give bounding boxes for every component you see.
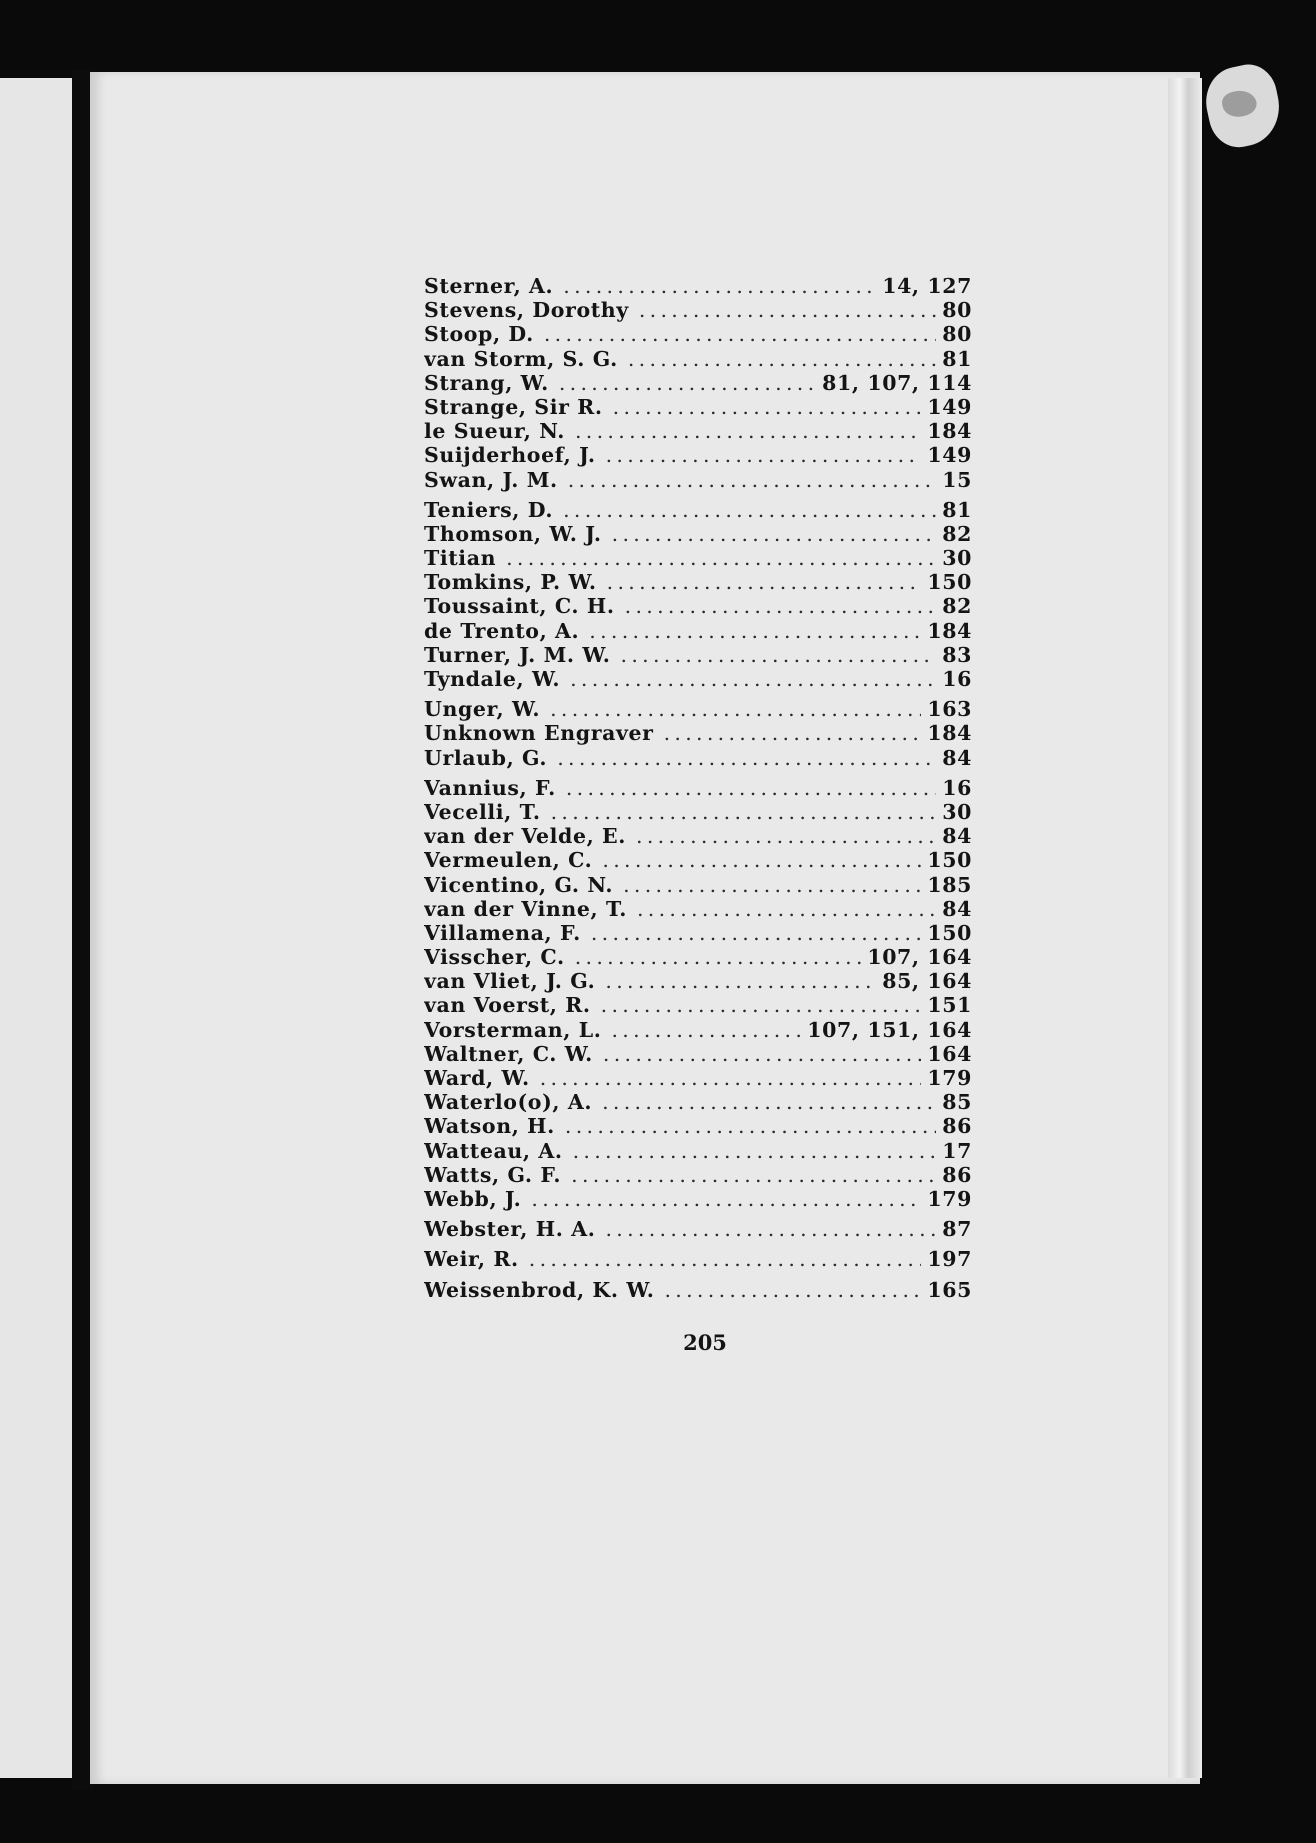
entry-pages: 179 (927, 1066, 972, 1090)
index-entry (424, 395, 972, 419)
entry-name: Weissenbrod, K. W. (424, 1277, 655, 1302)
dot-leader (571, 1163, 936, 1187)
index-entry (424, 969, 972, 993)
entry-pages: 81, 107, 114 (822, 370, 972, 395)
dot-leader (568, 468, 937, 492)
dot-leader (637, 897, 936, 921)
dot-leader (623, 873, 921, 897)
entry-pages: 84 (942, 824, 972, 849)
index-entry (424, 697, 972, 721)
entry-name: Ward, W. (424, 1066, 530, 1090)
entry-pages: 107, 164 (867, 945, 972, 970)
entry-name: Sterner, A. (424, 274, 554, 298)
index-entry (424, 873, 972, 897)
entry-pages: 163 (927, 697, 972, 722)
index-entry (424, 1187, 972, 1211)
entry-pages: 84 (942, 745, 972, 770)
index-entry (424, 498, 972, 522)
index-entry (424, 1042, 972, 1066)
entry-pages: 16 (942, 775, 972, 800)
dot-leader (589, 619, 921, 643)
entry-pages: 15 (942, 467, 972, 492)
index-entry (424, 824, 972, 848)
index-entry (424, 468, 972, 492)
entry-name: Strange, Sir R. (424, 394, 603, 419)
entry-pages: 184 (927, 721, 972, 746)
dot-leader (625, 594, 937, 618)
entry-pages: 81 (942, 346, 972, 371)
entry-name: Swan, J. M. (424, 467, 558, 492)
entry-name: van Vliet, J. G. (424, 969, 596, 994)
dot-leader (639, 298, 936, 322)
entry-name: van Storm, S. G. (424, 346, 618, 371)
entry-pages: 30 (942, 546, 972, 571)
index-entry (424, 746, 972, 770)
dot-leader (636, 824, 936, 848)
dot-leader (664, 1278, 921, 1302)
page-fore-edge (1168, 78, 1202, 1778)
index-entry (424, 371, 972, 395)
dot-leader (602, 848, 921, 872)
entry-name: Vannius, F. (424, 775, 556, 800)
index-entry (424, 721, 972, 745)
index-entry (424, 945, 972, 969)
entry-name: Stoop, D. (424, 322, 534, 347)
entry-pages: 80 (942, 322, 972, 347)
dot-leader (540, 1066, 922, 1090)
entry-pages: 86 (942, 1114, 972, 1139)
dot-leader (550, 697, 921, 721)
dot-leader (602, 1090, 936, 1114)
entry-pages: 82 (942, 594, 972, 619)
entry-pages: 83 (942, 642, 972, 667)
entry-name: Watts, G. F. (424, 1162, 562, 1187)
entry-name: Watson, H. (424, 1114, 555, 1139)
entry-name: van der Velde, E. (424, 824, 627, 849)
entry-name: Suijderhoef, J. (424, 443, 596, 468)
index-entry (424, 1139, 972, 1163)
entry-pages: 85 (942, 1090, 972, 1115)
dot-leader (664, 721, 922, 745)
entry-name: Urlaub, G. (424, 745, 548, 770)
entry-pages: 184 (927, 419, 972, 444)
dot-leader (611, 1018, 801, 1042)
index-entry (424, 1278, 972, 1302)
dot-leader (605, 969, 876, 993)
index-entry (424, 776, 972, 800)
entry-pages: 17 (942, 1138, 972, 1163)
entry-name: Tyndale, W. (424, 667, 561, 691)
dot-leader (628, 347, 936, 371)
dot-leader (575, 945, 862, 969)
index-entry (424, 1247, 972, 1271)
index-entry (424, 800, 972, 824)
dot-leader (563, 498, 936, 522)
entry-name: Tomkins, P. W. (424, 570, 597, 595)
entry-name: Vicentino, G. N. (424, 872, 614, 897)
entry-name: Toussaint, C. H. (424, 594, 615, 619)
entry-pages: 16 (942, 667, 972, 691)
dot-leader (566, 776, 936, 800)
index-entry (424, 643, 972, 667)
index-entry (424, 1114, 972, 1138)
entry-pages: 87 (942, 1217, 972, 1242)
index-entry (424, 848, 972, 872)
entry-name: Webb, J. (424, 1186, 522, 1211)
entry-name: Visscher, C. (424, 945, 565, 970)
index-entry (424, 619, 972, 643)
entry-name: de Trento, A. (424, 618, 580, 643)
entry-name: Teniers, D. (424, 497, 554, 522)
index-entry (424, 546, 972, 570)
dot-leader (544, 322, 936, 346)
entry-name: Vermeulen, C. (424, 848, 593, 873)
entry-name: Strang, W. (424, 370, 549, 395)
index-entry (424, 322, 972, 346)
entry-name: van der Vinne, T. (424, 896, 627, 921)
entry-name: Webster, H. A. (424, 1217, 596, 1242)
dot-leader (605, 1217, 936, 1241)
entry-pages: 150 (927, 848, 972, 873)
index-entry (424, 667, 972, 691)
entry-pages: 164 (927, 1041, 972, 1066)
entry-pages: 82 (942, 521, 972, 546)
entry-pages: 149 (927, 443, 972, 468)
torn-paper-fragment (1199, 59, 1286, 152)
entry-name: Unger, W. (424, 697, 541, 722)
index-entry (424, 1217, 972, 1241)
entry-pages: 30 (942, 799, 972, 824)
entry-pages: 197 (927, 1247, 972, 1272)
entry-name: Waterlo(o), A. (424, 1090, 593, 1115)
entry-pages: 150 (927, 920, 972, 945)
index-entry (424, 298, 972, 322)
dot-leader (551, 800, 937, 824)
dot-leader (506, 546, 936, 570)
entry-name: Waltner, C. W. (424, 1041, 593, 1066)
entry-pages: 107, 151, 164 (807, 1017, 972, 1042)
entry-pages: 80 (942, 298, 972, 323)
dot-leader (612, 522, 937, 546)
index-entry (424, 594, 972, 618)
entry-pages: 149 (927, 394, 972, 419)
entry-pages: 179 (927, 1186, 972, 1211)
entry-pages: 14, 127 (882, 274, 972, 298)
entry-pages: 151 (927, 993, 972, 1018)
index-entry (424, 443, 972, 467)
entry-pages: 81 (942, 497, 972, 522)
dot-leader (601, 993, 922, 1017)
entry-name: Watteau, A. (424, 1138, 563, 1163)
entry-pages: 84 (942, 896, 972, 921)
entry-name: le Sueur, N. (424, 419, 565, 444)
index-entry (424, 1163, 972, 1187)
dot-leader (559, 371, 816, 395)
index-entry (424, 419, 972, 443)
dot-leader (603, 1042, 921, 1066)
dot-leader (557, 746, 936, 770)
dot-leader (606, 443, 922, 467)
index-entry (424, 570, 972, 594)
entry-name: Titian (424, 546, 497, 571)
dot-leader (613, 395, 922, 419)
index-entry (424, 522, 972, 546)
index-entry (424, 993, 972, 1017)
index-entry (424, 274, 972, 298)
page-number: 205 (683, 1330, 727, 1355)
entry-pages: 86 (942, 1162, 972, 1187)
entry-name: Weir, R. (424, 1247, 519, 1272)
dot-leader (591, 921, 922, 945)
index-entry (424, 921, 972, 945)
dot-leader (565, 1114, 936, 1138)
dot-leader (575, 419, 921, 443)
index-entry (424, 897, 972, 921)
index-entry (424, 1090, 972, 1114)
entry-pages: 184 (927, 618, 972, 643)
index-list (424, 274, 972, 1302)
entry-name: Stevens, Dorothy (424, 298, 629, 323)
entry-name: van Voerst, R. (424, 993, 591, 1018)
dot-leader (563, 274, 876, 298)
dot-leader (621, 643, 937, 667)
entry-name: Unknown Engraver (424, 721, 654, 746)
entry-name: Turner, J. M. W. (424, 642, 611, 667)
dot-leader (531, 1187, 921, 1211)
entry-pages: 150 (927, 570, 972, 595)
entry-name: Villamena, F. (424, 920, 581, 945)
dot-leader (573, 1139, 937, 1163)
entry-name: Thomson, W. J. (424, 521, 602, 546)
dot-leader (570, 667, 936, 691)
entry-pages: 85, 164 (882, 969, 972, 994)
dot-leader (607, 570, 922, 594)
entry-name: Vecelli, T. (424, 799, 541, 824)
entry-pages: 185 (927, 872, 972, 897)
entry-pages: 165 (927, 1277, 972, 1302)
index-entry (424, 1066, 972, 1090)
dot-leader (529, 1247, 922, 1271)
facing-page-edge (0, 78, 72, 1778)
entry-name: Vorsterman, L. (424, 1017, 602, 1042)
index-entry (424, 347, 972, 371)
index-entry (424, 1018, 972, 1042)
